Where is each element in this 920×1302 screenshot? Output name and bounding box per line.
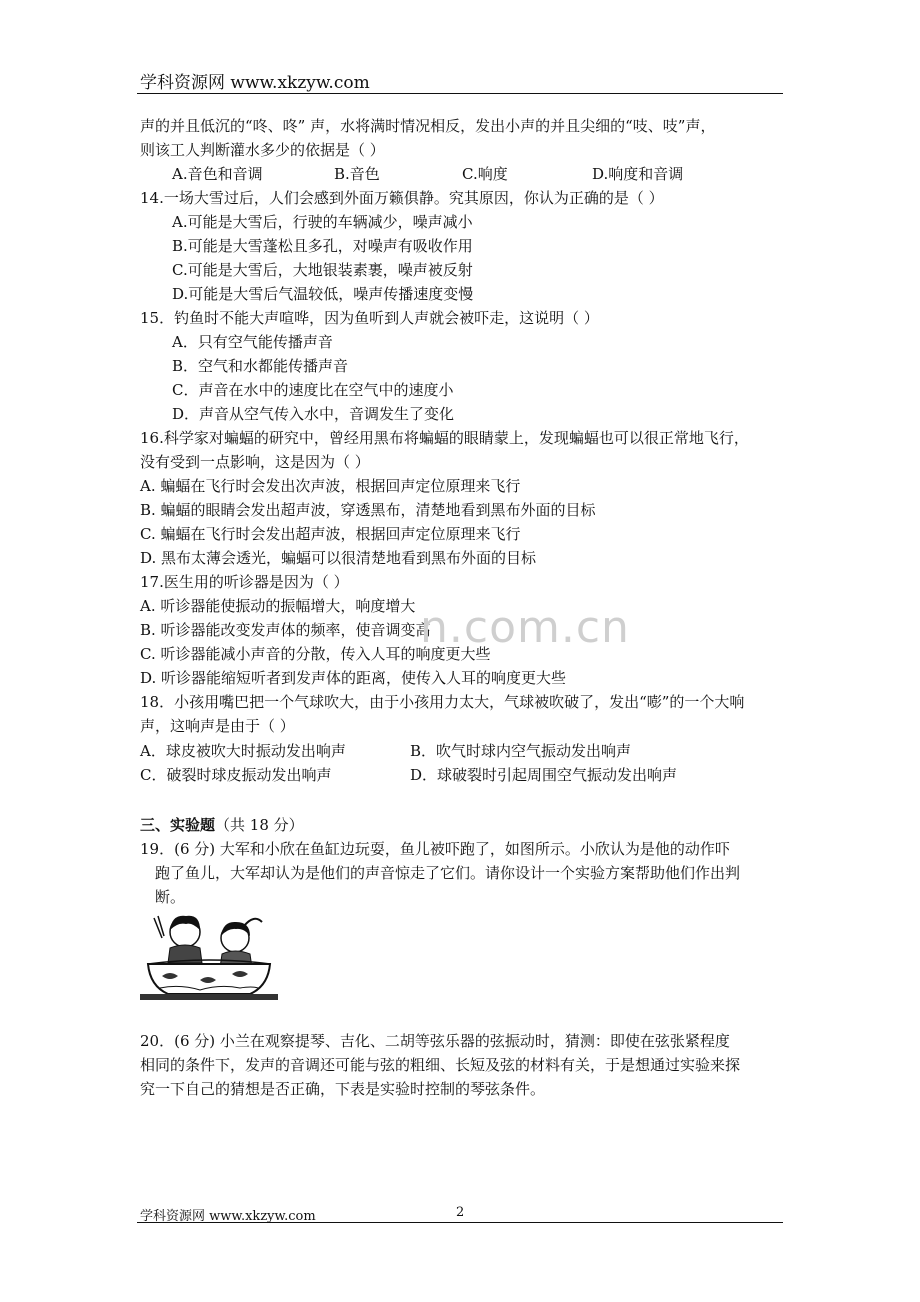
- page-footer: 学科资源网 www.xkzyw.com: [140, 1209, 316, 1224]
- q13-text: 则该工人判断灌水多少的依据是（ ）: [140, 141, 385, 159]
- page-number: 2: [456, 1205, 465, 1220]
- q18-option-b: B．吹气时球内空气振动发出响声: [410, 742, 632, 760]
- q15-option-a: A．只有空气能传播声音: [172, 333, 333, 351]
- q15-option-b: B．空气和水都能传播声音: [172, 357, 349, 375]
- q17-option-b: B. 听诊器能改变发声体的频率，使音调变高: [140, 621, 431, 639]
- q14-option-d: D.可能是大雪后气温较低，噪声传播速度变慢: [172, 285, 474, 303]
- q15-option-c: C．声音在水中的速度比在空气中的速度小: [172, 381, 454, 399]
- fishbowl-illustration: [140, 908, 278, 1000]
- q16-option-b: B. 蝙蝠的眼睛会发出超声波，穿透黑布，清楚地看到黑布外面的目标: [140, 501, 596, 519]
- q15-stem: 15．钓鱼时不能大声喧哗，因为鱼听到人声就会被吓走，这说明（ ）: [140, 309, 599, 327]
- q20-stem: 20．(6 分) 小兰在观察提琴、吉化、二胡等弦乐器的弦振动时，猜测：即使在弦张紧程度: [140, 1032, 730, 1050]
- q18-stem: 18．小孩用嘴巴把一个气球吹大，由于小孩用力太大，气球被吹破了，发出“嘭”的一个大响: [140, 693, 745, 711]
- q18-stem: 声，这响声是由于（ ）: [140, 717, 295, 735]
- q18-option-c: C．破裂时球皮振动发出响声: [140, 766, 332, 784]
- q19-stem: 19．(6 分) 大军和小欣在鱼缸边玩耍，鱼儿被吓跑了，如图所示。小欣认为是他的动作吓: [140, 840, 730, 858]
- q14-stem: 14.一场大雪过后，人们会感到外面万籁俱静。究其原因，你认为正确的是（ ）: [140, 189, 664, 207]
- section-title: 三、实验题: [140, 816, 216, 834]
- watermark: n.com.cn: [420, 602, 630, 653]
- q20-stem: 究一下自己的猜想是否正确，下表是实验时控制的琴弦条件。: [140, 1080, 546, 1098]
- q16-option-d: D. 黑布太薄会透光，蝙蝠可以很清楚地看到黑布外面的目标: [140, 549, 537, 567]
- q17-option-d: D. 听诊器能缩短听者到发声体的距离，使传入人耳的响度更大些: [140, 669, 567, 687]
- q17-stem: 17.医生用的听诊器是因为（ ）: [140, 573, 349, 591]
- q18-option-d: D．球破裂时引起周围空气振动发出响声: [410, 766, 678, 784]
- q16-stem: 没有受到一点影响，这是因为（ ）: [140, 453, 370, 471]
- q16-option-a: A. 蝙蝠在飞行时会发出次声波，根据回声定位原理来飞行: [140, 477, 521, 495]
- q17-option-c: C. 听诊器能减小声音的分散，传入人耳的响度更大些: [140, 645, 491, 663]
- q13-option-c: C.响度: [462, 165, 508, 183]
- q18-option-a: A．球皮被吹大时振动发出响声: [140, 742, 346, 760]
- page-header: 学科资源网 www.xkzyw.com: [140, 73, 370, 93]
- section-points: （共 18 分）: [215, 816, 304, 834]
- footer-rule: [137, 1222, 783, 1223]
- q13-text: 声的并且低沉的“咚、咚” 声，水将满时情况相反，发出小声的并且尖细的“吱、吱”声，: [140, 117, 716, 135]
- q19-stem: 跑了鱼儿，大军却认为是他们的声音惊走了它们。请你设计一个实验方案帮助他们作出判: [155, 864, 741, 882]
- q16-stem: 16.科学家对蝙蝠的研究中，曾经用黑布将蝙蝠的眼睛蒙上，发现蝙蝠也可以很正常地飞行，: [140, 429, 749, 447]
- section-heading: [140, 815, 304, 835]
- q14-option-c: C.可能是大雪后，大地银装素裹，噪声被反射: [172, 261, 473, 279]
- q13-option-a: A.音色和音调: [172, 165, 263, 183]
- q17-option-a: A. 听诊器能使振动的振幅增大，响度增大: [140, 597, 416, 615]
- q19-stem: 断。: [155, 888, 186, 906]
- q13-option-b: B.音色: [334, 165, 380, 183]
- q15-option-d: D．声音从空气传入水中，音调发生了变化: [172, 405, 455, 423]
- q16-option-c: C. 蝙蝠在飞行时会发出超声波，根据回声定位原理来飞行: [140, 525, 521, 543]
- q14-option-b: B.可能是大雪蓬松且多孔，对噪声有吸收作用: [172, 237, 473, 255]
- q14-option-a: A.可能是大雪后，行驶的车辆减少，噪声减小: [172, 213, 473, 231]
- q13-option-d: D.响度和音调: [592, 165, 684, 183]
- q20-stem: 相同的条件下，发声的音调还可能与弦的粗细、长短及弦的材料有关，于是想通过实验来探: [140, 1056, 741, 1074]
- header-rule: [137, 93, 783, 94]
